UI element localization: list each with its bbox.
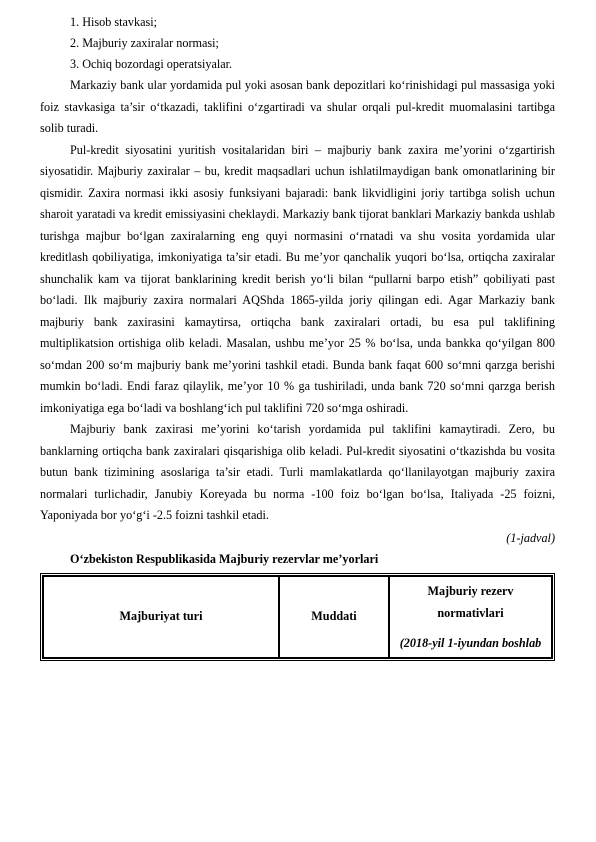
table-title: O‘zbekiston Respublikasida Majburiy rezervlar me’yorlari: [70, 551, 379, 566]
header-label: Majburiy rezerv: [427, 583, 514, 598]
paragraph: Markaziy bank ular yordamida pul yoki asosan bank depozitlari ko‘rinishidagi pul massasiga yoki foiz stavkasiga ta’sir o‘tkazadi, taklifini o‘zgartiradi va shular orqali pul-kredit muomalasini tartibga solib turadi.: [40, 78, 555, 135]
paragraph: Majburiy bank zaxirasi me’yorini ko‘tarish yordamida pul taklifini kamaytiradi. Zero, bu banklarning ortiqcha bank zaxiralari qisqarishiga olib keladi. Pul-kredit siyosatini o‘tkazishda bu vosita butun bank tizimining asoslariga ta’sir etadi. Turli mamlakatlarda qo‘llanilayotgan majburiy zaxira normalari turlichadir, Janubiy Koreyada bu norma -100 foiz bo‘lgan bo‘lsa, Italiyada -25 foizni, Yaponiyada bor yo‘g‘i -2.5 foizni tashkil etadi.: [40, 422, 555, 522]
table-number: (1-jadval): [506, 530, 555, 545]
header-reserve-norms: [389, 576, 552, 658]
header-label: Muddati: [311, 609, 357, 623]
paragraph: Pul-kredit siyosatini yuritish vositalaridan biri – majburiy bank zaxira me’yorini o‘zgartirish siyosatidir. Majburiy zaxiralar – bu, kredit maqsadlari uchun ishlatilmaydigan bank omonatlarining bir qismidir. Zaxira normasi ikki asosiy funksiyani bajaradi: bank likvidligini joriy tartibga solish uchun sharoit yaratadi va kredit emissiyasini cheklaydi. Markaziy bank tijorat banklari Markaziy bankda ushlab turishga majbur bo‘lgan zaxiralarning eng quyi normasini o‘rnatadi va shu vosita yordamida ular kreditlash qobiliyatiga, imkoniyatiga ta’sir etadi. Bu me’yor qanchalik yuqori bo‘lsa, ortiqcha zaxiralar shunchalik kam va tijorat banklarining kredit berish yo‘li bilan “pullarni barpo etish” qobiliyati past bo‘ladi. Ilk majburiy zaxira normalari AQShda 1865-yilda joriy qilingan edi. Agar Markaziy bank majburiy bank zaxirasini kamaytirsa, ortiqcha bank zaxiralari ortadi, bu esa pul taklifining multiplikatsion ortishiga olib keladi. Masalan, ushbu me’yor 25 % bo‘lsa, unda bankka qo‘yilgan 800 so‘mdan 200 so‘m majburiy bank me’yorini tashkil etadi. Bunda bank faqat 600 so‘mni qarzga berishi mumkin bo‘ladi. Endi faraz qilaylik, me’yor 10 % ga tushiriladi, unda bank 720 so‘mni qarzga berish imkoniyatiga ega bo‘ladi va boshlang‘ich pul taklifini 720 so‘mga oshiradi.: [40, 142, 555, 415]
document-page: [40, 12, 555, 661]
header-label: (2018-yil 1-iyundan boshlab: [399, 635, 542, 650]
header-label: normativlari: [437, 605, 504, 620]
list-item: 1. Hisob stavkasi;: [70, 15, 158, 29]
header-obligation-type: [43, 576, 279, 658]
reserve-table: [40, 573, 555, 661]
header-label: Majburiyat turi: [119, 609, 203, 623]
list-item: 3. Ochiq bozordagi operatsiyalar.: [70, 57, 233, 71]
table-header-row: [43, 576, 552, 658]
list-item: 2. Majburiy zaxiralar normasi;: [70, 36, 219, 50]
header-term: [279, 576, 389, 658]
